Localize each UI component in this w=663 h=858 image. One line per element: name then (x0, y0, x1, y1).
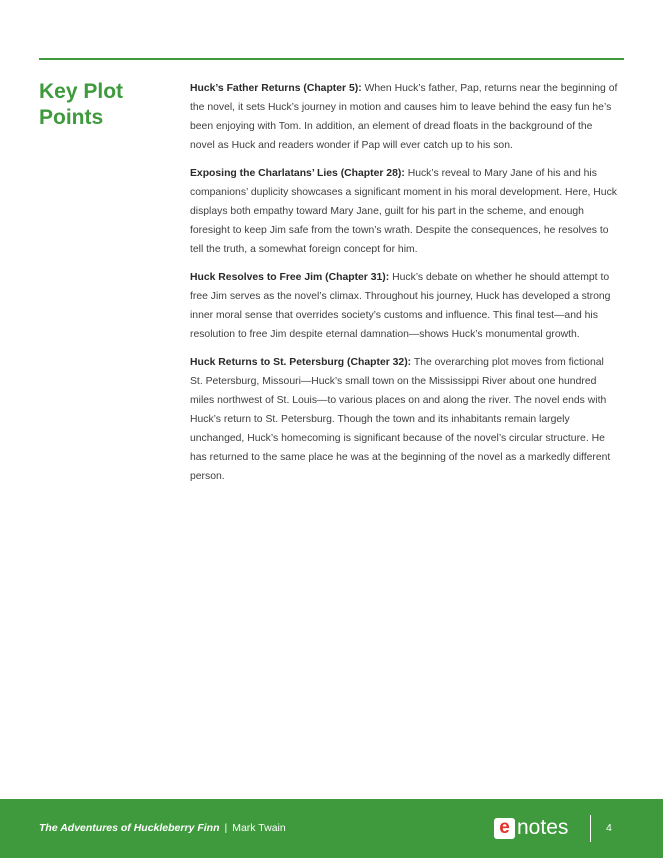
plot-point-body: When Huck’s father, Pap, returns near the beginning of the novel, it sets Huck’s journey in motion and causes him to leave behind the easy fun he’s been enjoying with Tom. In addition, an element of dread floats in the background of the novel as Huck and readers wonder if Pap will ever catch up to his son. (190, 83, 618, 151)
plot-point-st-petersburg (190, 353, 618, 486)
plot-point-heading: Huck’s Father Returns (Chapter 5): (190, 83, 362, 94)
page-number: 4 (606, 822, 612, 834)
logo-e-mark: e (494, 818, 515, 839)
plot-point-body: Huck’s reveal to Mary Jane of his and his companions’ duplicity showcases a significant moment in his moral development. Here, Huck displays both empathy toward Mary Jane, guilt for his part in the scheme, and enough foresight to keep Jim safe from the town’s wrath. Despite the consequences, he resolves to tell the truth, a somewhat foreign concept for him. (190, 168, 617, 255)
plot-points-list (190, 79, 618, 495)
page-footer (0, 799, 663, 858)
plot-point-body: The overarching plot moves from fictional St. Petersburg, Missouri—Huck’s small town on the Mississippi River about one hundred miles northwest of St. Louis—to various places on and along the river. The novel ends with Huck’s return to St. Petersburg. Though the town and its inhabitants remain largely unchanged, Huck’s homecoming is significant because of the novel’s circular structure. He has returned to the same place he was at the beginning of the novel as a markedly different person. (190, 357, 611, 482)
plot-point-free-jim (190, 268, 618, 344)
plot-point-heading: Huck Resolves to Free Jim (Chapter 31): (190, 272, 390, 283)
plot-point-heading: Exposing the Charlatans’ Lies (Chapter 28): (190, 168, 405, 179)
plot-point-heading: Huck Returns to St. Petersburg (Chapter 32): (190, 357, 412, 368)
enotes-logo (494, 815, 568, 841)
plot-point-fathers-return (190, 79, 618, 155)
footer-book-info (39, 821, 286, 835)
author-name: Mark Twain (232, 822, 286, 834)
logo-wordmark: notes (517, 816, 569, 839)
plot-point-body: Huck’s debate on whether he should attempt to free Jim serves as the novel’s climax. Throughout his journey, Huck has developed a strong inner moral sense that overrides society’s customs and influence. This final test—and his resolution to free Jim despite eternal damnation—shows Huck’s monumental growth. (190, 272, 611, 340)
section-title: Key Plot Points (39, 80, 124, 129)
plot-point-charlatans-lies (190, 164, 618, 259)
top-divider (39, 58, 624, 60)
footer-separator: | (224, 822, 228, 834)
book-title: The Adventures of Huckleberry Finn (39, 822, 220, 834)
footer-divider (590, 815, 591, 842)
